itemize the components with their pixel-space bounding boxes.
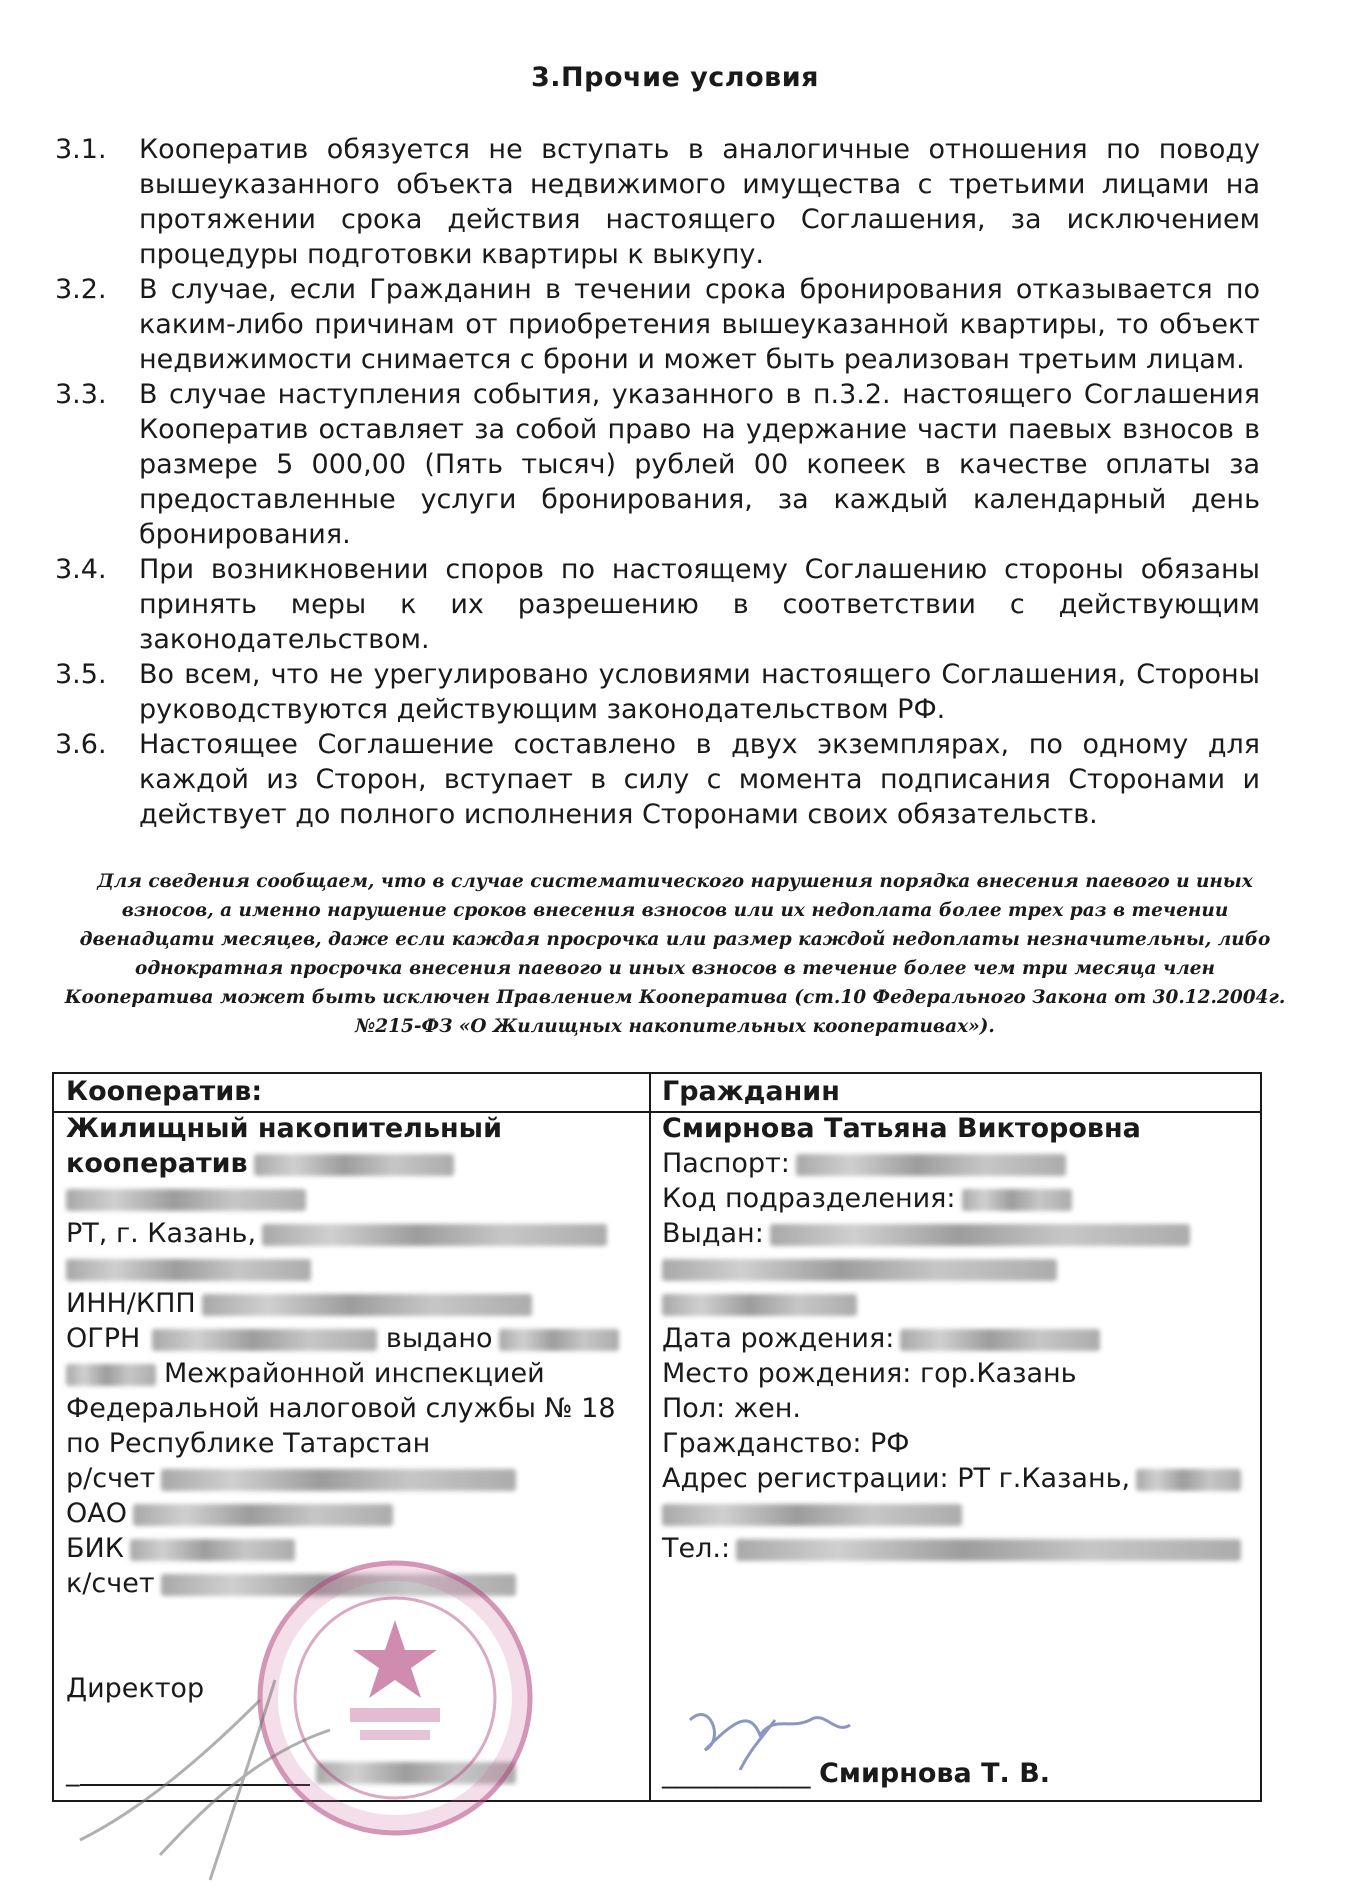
issued-label: Выдан: <box>662 1218 764 1249</box>
clause-text: При возникновении споров по настоящему Соглашению стороны обязаны принять меры к их разрешению в соответствии с действующим законодательством. <box>139 554 1260 655</box>
redacted-address <box>262 1224 607 1246</box>
issuer-line1: Межрайонной инспекцией <box>164 1358 545 1389</box>
citizenship: Гражданство: РФ <box>662 1428 910 1459</box>
clause-number: 3.3. <box>55 379 107 410</box>
issuer-line2: Федеральной налоговой службы № 18 <box>66 1393 616 1424</box>
clause-3-5 <box>55 657 1260 727</box>
redacted-passport <box>796 1154 1066 1176</box>
birth-place: Место рождения: гор.Казань <box>662 1358 1077 1389</box>
redacted-inn <box>202 1294 532 1316</box>
citizen-signature-icon <box>680 1680 860 1780</box>
redacted-ogrn <box>152 1329 377 1351</box>
clause-number: 3.2. <box>55 274 107 305</box>
director-signature-icon <box>60 1640 360 1890</box>
redacted-reg-address <box>1136 1469 1241 1491</box>
redacted-issuer <box>770 1224 1190 1246</box>
redacted-date-cont <box>66 1364 156 1386</box>
dept-code-label: Код подразделения: <box>662 1183 956 1214</box>
citizen-full-name: Смирнова Татьяна Викторовна <box>662 1113 1141 1144</box>
clause-number: 3.6. <box>55 729 107 760</box>
cooperative-name-line1: Жилищный накопительный <box>66 1113 503 1144</box>
clause-text: В случае, если Гражданин в течении срока бронирования отказывается по каким-либо причинам от приобретения вышеуказанной квартиры, то объект недвижимости снимается с брони и может быть реализован третьим лицам. <box>139 274 1260 375</box>
redacted-name <box>254 1154 454 1176</box>
reg-address-label: Адрес регистрации: РТ г.Казань, <box>662 1463 1131 1494</box>
corr-account-label: к/счет <box>66 1568 155 1599</box>
redacted-bank <box>133 1504 393 1526</box>
clauses-list <box>55 132 1260 832</box>
column-divider <box>649 1074 651 1800</box>
redacted-address-cont <box>66 1259 311 1281</box>
exclusion-notice: Для сведения сообщаем, что в случае систематического нарушения порядка внесения паевого и иных взносов, а именно нарушение сроков внесения взносов или их недоплата более трех раз в течении двенадцати месяцев, даже если каждая просрочка или размер каждой недоплаты незначительны, либо однократная просрочка внесения паевого и иных взносов в течение более чем три месяца член Кооператива может быть исключен Правлением Кооператива (ст.10 Федерального Закона от 30.12.2004г. №215-ФЗ «О Жилищных накопительных кооперативах»). <box>64 871 1286 1037</box>
phone-label: Тел.: <box>662 1533 731 1564</box>
clause-3-1 <box>55 132 1260 272</box>
clause-number: 3.1. <box>55 134 107 165</box>
section-title: 3.Прочие условия <box>531 62 819 93</box>
birth-date-label: Дата рождения: <box>662 1323 895 1354</box>
clause-text: Кооператив обязуется не вступать в аналогичные отношения по поводу вышеуказанного объекта недвижимого имущества с третьими лицами на протяжении срока действия настоящего Соглашения, за исключением процедуры подготовки квартиры к выкупу. <box>139 134 1260 270</box>
clause-3-3 <box>55 377 1260 552</box>
clause-text: Настоящее Соглашение составлено в двух экземплярах, по одному для каждой из Сторон, вступает в силу с момента подписания Сторонами и действует до полного исполнения Сторонами своих обязательств. <box>139 729 1260 830</box>
cooperative-address: РТ, г. Казань, <box>66 1218 257 1249</box>
director-sign-line: _ <box>66 1756 80 1787</box>
redacted-account <box>161 1469 516 1491</box>
clause-3-6 <box>55 727 1260 832</box>
redacted-issuer-cont <box>662 1259 1057 1281</box>
issuer-line3: по Республике Татарстан <box>66 1428 431 1459</box>
redacted-dept-code <box>962 1189 1072 1211</box>
cooperative-header: Кооператив: <box>66 1076 263 1107</box>
clause-number: 3.5. <box>55 659 107 690</box>
ogrn-label: ОГРН <box>66 1323 141 1354</box>
clause-text: В случае наступления события, указанного в п.3.2. настоящего Соглашения Кооператив оставляет за собой право на удержание части паевых взносов в размере 5 000,00 (Пять тысяч) рублей 00 копеек в качестве оплаты за предоставленные услуги бронирования, за каждый календарный день бронирования. <box>139 379 1260 550</box>
sex: Пол: жен. <box>662 1393 801 1424</box>
passport-label: Паспорт: <box>662 1148 790 1179</box>
director-label: Директор <box>66 1673 205 1704</box>
bik-label: БИК <box>66 1533 124 1564</box>
issued-word: выдано <box>385 1323 493 1354</box>
redacted-date <box>499 1329 619 1351</box>
redacted-reg-address-cont <box>662 1504 962 1526</box>
redacted-name-cont <box>66 1189 306 1211</box>
clause-text: Во всем, что не урегулировано условиями настоящего Соглашения, Стороны руководствуются действующим законодательством РФ. <box>139 659 1260 725</box>
citizen-header: Гражданин <box>662 1076 840 1107</box>
account-label: р/счет <box>66 1463 156 1494</box>
redacted-phone <box>736 1539 1241 1561</box>
redacted-issue-date <box>662 1294 857 1316</box>
clause-3-4 <box>55 552 1260 657</box>
clause-3-2 <box>55 272 1260 377</box>
redacted-birth-date <box>900 1329 1100 1351</box>
inn-label: ИНН/КПП <box>66 1288 196 1319</box>
citizen-sign-name: Смирнова Т. В. <box>819 1758 1051 1789</box>
clause-number: 3.4. <box>55 554 107 585</box>
citizen-sign-line: ___________ <box>662 1758 811 1789</box>
cooperative-name-line2: кооператив <box>66 1148 248 1179</box>
bank-label: ОАО <box>66 1498 127 1529</box>
